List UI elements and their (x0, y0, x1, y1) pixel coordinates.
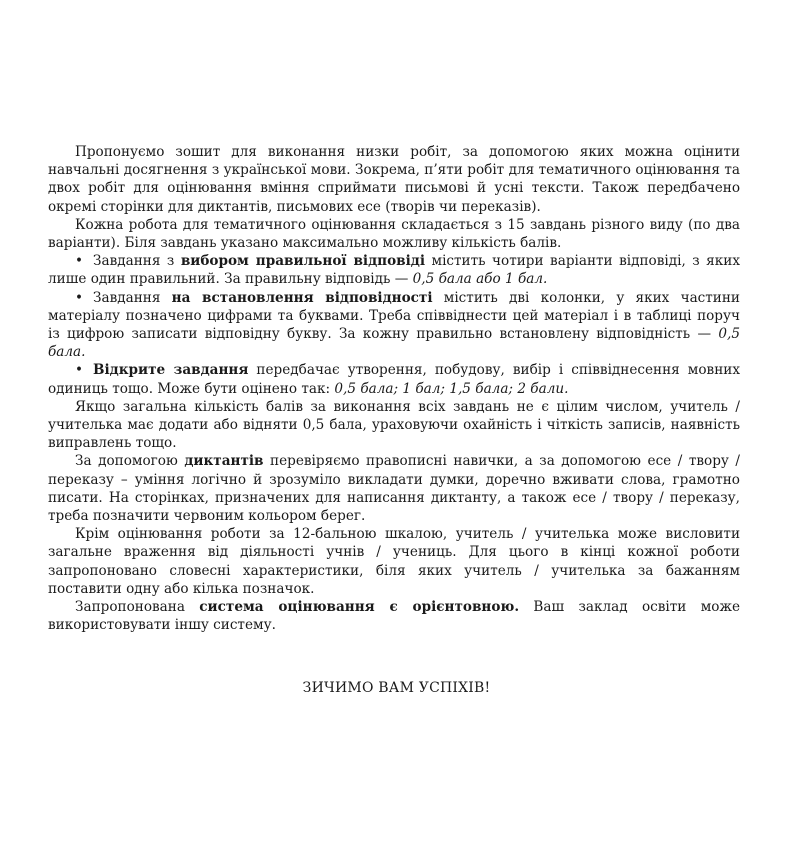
intro-paragraph: Пропонуємо зошит для виконання низки робіт, за допомогою яких можна оцінити навчальні досягнення з української мови. Зокрема, п’яти робіт для тематичного оцінювання та двох робіт для оцінювання вміння сприймати письмові й усні тексти. Також передбачено окремі сторінки для диктантів, письмових есе (творів чи переказів). (48, 144, 740, 215)
bullet-text: Завдання з (93, 253, 181, 270)
paragraph-text: Ваш заклад освіти може використовувати іншу систему. (48, 599, 740, 634)
characteristics-paragraph: Крім оцінювання роботи за 12-бальною шкалою, учитель / учителька може висловити загальне враження від діяльності учнів / учениць. Для цього в кінці кожної роботи запропоновано словесні характеристики, біля яких учитель / учителька за бажанням поставити одну або кілька позначок. (48, 526, 740, 597)
bullet-score-text: 0,5 бала. (48, 326, 740, 361)
bullet-bold-text: на встановлення відповідності (171, 289, 433, 306)
paragraph-text: За допомогою (75, 453, 185, 470)
paragraph-bold-text: диктантів (184, 453, 264, 470)
dictation-paragraph (48, 452, 740, 525)
bullet-score-text: 0,5 бала; 1 бал; 1,5 бала; 2 бали. (334, 380, 569, 397)
system-paragraph (48, 598, 740, 634)
paragraph-text: Запропонована (75, 599, 200, 616)
bullet-open-task (48, 361, 740, 397)
instructions-text (48, 143, 740, 634)
closing-wish: ЗИЧИМО ВАМ УСПІХІВ! (302, 680, 491, 696)
bullet-icon: • (75, 289, 84, 306)
bullet-multiple-choice (48, 252, 740, 288)
rounding-paragraph: Якщо загальна кількість балів за виконання всіх завдань не є цілим числом, учитель / учителька має додати або відняти 0,5 бала, ураховуючи охайність і чіткість записів, наявність виправлень тощо. (48, 398, 740, 452)
bullet-text: містить дві колонки, у яких частини матеріалу позначено цифрами та буквами. Треба співвіднести цей матеріал і в таблиці поруч із цифрою записати відповідну букву. За кожну правильно встановлену відповідність — (48, 289, 740, 343)
bullet-bold-text: вибором правильної відповіді (180, 253, 425, 270)
bullet-icon: • (75, 253, 84, 270)
paragraph-bold-text: система оцінювання є орієнтовною. (199, 599, 520, 616)
bullet-score-text: 0,5 бала або 1 бал. (412, 271, 548, 288)
bullet-text: передбачає утворення, побудову, вибір і співвіднесення мовних одиниць тощо. Може бути оцінено так: (48, 362, 740, 397)
bullet-bold-text: Відкрите завдання (93, 362, 249, 379)
paragraph-text: перевіряємо правописні навички, а за допомогою есе / твору / переказу – уміння логічно й зрозуміло викладати думки, доречно вживати слова, грамотно писати. На сторінках, призначених для написання диктанту, а також есе / твору / переказу, треба позначити червоним кольором берег. (48, 453, 740, 525)
bullet-text: Завдання (93, 289, 172, 306)
structure-paragraph: Кожна робота для тематичного оцінювання складається з 15 завдань різного виду (по два варіанти). Біля завдань указано максимально можливу кількість балів. (48, 216, 740, 252)
bullet-matching (48, 289, 740, 362)
bullet-icon: • (75, 362, 84, 379)
bullet-text: містить чотири варіанти відповіді, з яких лише один правильний. За правильну відповідь — (48, 253, 740, 288)
